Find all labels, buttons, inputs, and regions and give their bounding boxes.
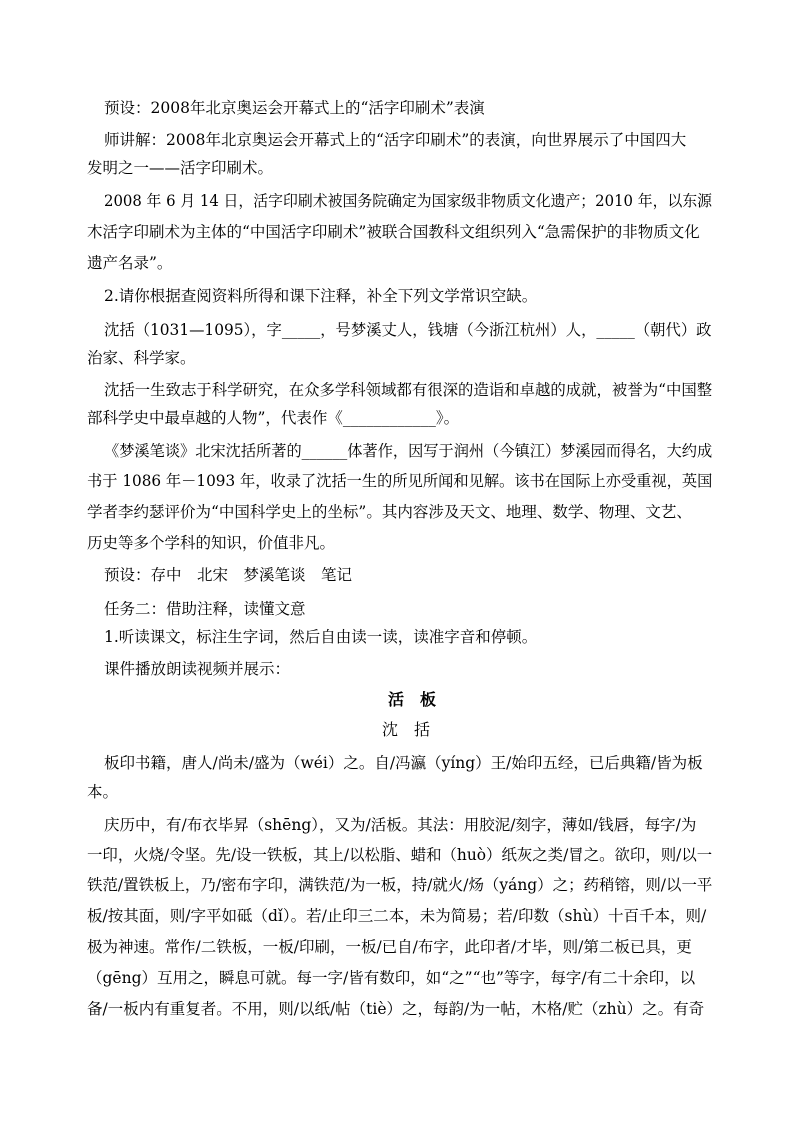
text-title: 活 板	[388, 690, 437, 709]
classical-text-line: 板印书籍，唐人/尚未/盛为（wéi）之。自/冯瀛（yíng）王/始印五经，已后典籍/皆为板	[104, 754, 703, 772]
instruction-line: 1.听读课文，标注生字词，然后自由读一读，读准字音和停顿。	[104, 628, 538, 646]
fill-in-line: 部科学史中最卓越的人物”，代表作《____________》。	[87, 409, 460, 427]
classical-text-line: 备/一板内有重复者。不用，则/以纸/帖（tiè）之，每韵/为一帖，木格/贮（zhù）之。有奇	[87, 1000, 705, 1018]
classical-text-line: 极为神速。常作/二铁板，一板/印刷，一板/已自/布字，此印者/才毕，则/第二板已具，更	[87, 938, 692, 956]
text-line: 历史等多个学科的知识，价值非凡。	[87, 534, 336, 552]
classical-text-line: 一印，火烧/令坚。先/设一铁板，其上/以松脂、蜡和（huò）纸灰之类/冒之。欲印，则/以一	[87, 846, 713, 864]
text-line: 木活字印刷术为主体的“中国活字印刷术”被联合国教科文组织列入“急需保护的非物质文化	[87, 223, 700, 241]
text-line: 书于 1086 年－1093 年，收录了沈括一生的所见所闻和见解。该书在国际上亦受重视，英国	[87, 472, 713, 490]
question-line: 2.请你根据查阅资料所得和课下注释，补全下列文学常识空缺。	[104, 287, 538, 305]
classical-text-line: 本。	[87, 783, 119, 801]
text-line: 发明之一——活字印刷术。	[87, 159, 274, 177]
classical-text-line: 庆历中，有/布衣毕昇（shēng），又为/活板。其法：用胶泥/刻字，薄如/钱唇，每字/为	[104, 816, 697, 834]
classical-text-line: （gēng）互用之，瞬息可就。每一字/皆有数印，如“之”“也”等字，每字/有二十余印，以	[87, 969, 696, 987]
preset-line: 预设：2008年北京奥运会开幕式上的“活字印刷术”表演	[104, 99, 485, 117]
instruction-line: 课件播放朗读视频并展示：	[104, 660, 291, 678]
preset-answer-line: 预设：存中 北宋 梦溪笔谈 笔记	[104, 566, 353, 584]
fill-in-line: 沈括（1031—1095），字_____，号梦溪丈人，钱塘（今浙江杭州）人，_____（朝代）政	[104, 321, 712, 339]
teacher-explanation-line: 师讲解：2008年北京奥运会开幕式上的“活字印刷术”的表演，向世界展示了中国四大	[104, 131, 687, 149]
fill-in-line: 《梦溪笔谈》北宋沈括所著的______体著作，因写于润州（今镇江）梦溪园而得名，大约成	[104, 442, 713, 460]
text-author: 沈 括	[382, 720, 431, 739]
text-line: 学者李约瑟评价为“中国科学史上的坐标”。其内容涉及天文、地理、数学、物理、文艺、	[87, 503, 692, 521]
classical-text-line: 板/按其面，则/字平如砥（dǐ）。若/止印三二本，未为简易；若/印数（shù）十百千本，则/	[87, 907, 707, 925]
text-line: 治家、科学家。	[87, 349, 196, 367]
text-line: 遗产名录”。	[87, 254, 173, 272]
task-heading: 任务二：借助注释，读懂文意	[104, 600, 306, 618]
classical-text-line: 铁范/置铁板上，乃/密布字印，满铁范/为一板，持/就火/炀（yáng）之；药稍镕，则/以一平	[87, 876, 713, 894]
text-line: 沈括一生致志于科学研究，在众多学科领域都有很深的造诣和卓越的成就，被誉为“中国整	[104, 381, 713, 399]
text-line: 2008 年 6 月 14 日，活字印刷术被国务院确定为国家级非物质文化遗产；2010 年，以东源	[104, 192, 713, 210]
